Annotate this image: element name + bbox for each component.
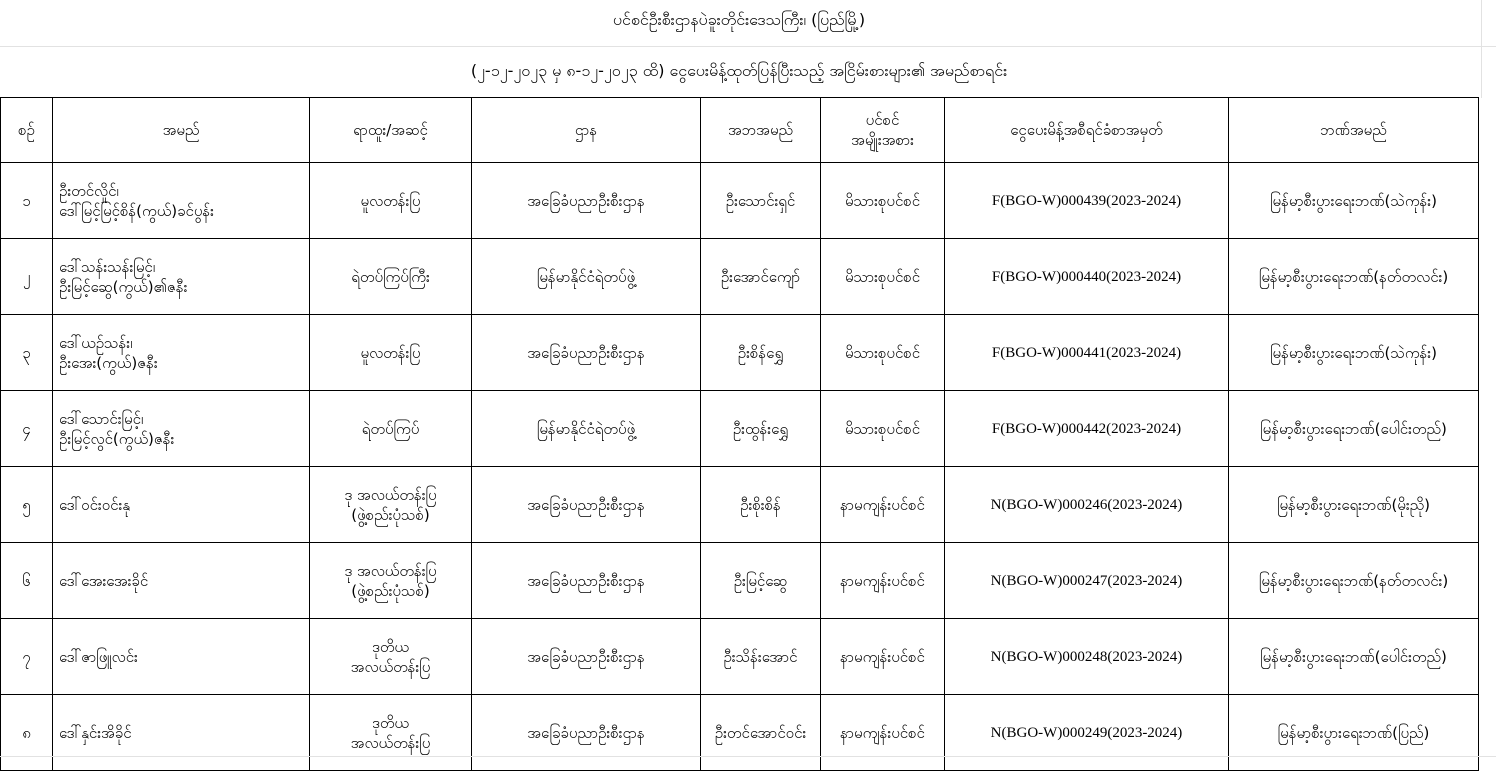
cell-father: ဦးအောင်ကျော် — [701, 239, 821, 315]
document-title: ပင်စင်ဦးစီးဌာနပဲခူးတိုင်းဒေသကြီး၊ (ပြည်မြို့) — [612, 10, 866, 29]
table-row — [1, 239, 1479, 315]
cell-no: ၆ — [1, 543, 53, 619]
cell-rank — [310, 315, 472, 391]
cell-name-line: ဒေါ်သန်းသန်းမြင့်၊ — [59, 257, 156, 276]
cell-rank-line: (ဖွဲ့စည်းပုံသစ်) — [351, 581, 430, 600]
cell-name — [53, 543, 310, 619]
table-row — [1, 315, 1479, 391]
cell-name-line: ဦးအေး(ကွယ်)ဇနီး — [59, 353, 158, 372]
cell-department: အခြေခံပညာဦးစီးဌာန — [472, 163, 701, 239]
cell-pension-type: နာမကျန်းပင်စင် — [821, 619, 945, 695]
cell-name — [53, 391, 310, 467]
cell-department: အခြေခံပညာဦးစီးဌာန — [472, 543, 701, 619]
table-body — [1, 163, 1479, 771]
cell-name — [53, 315, 310, 391]
table-header-row — [1, 98, 1479, 163]
table-row — [1, 619, 1479, 695]
cell-rank — [310, 467, 472, 543]
cell-bank: မြန်မာ့စီးပွားရေးဘဏ်(ပေါင်းတည်) — [1229, 391, 1479, 467]
cell-father: ဦးတင်အောင်ဝင်း — [701, 695, 821, 771]
cell-name-line: ဦးမြင့်လွင်(ကွယ်)ဇနီး — [59, 429, 175, 448]
cell-rank-line: ဒုတိယ — [372, 713, 409, 732]
header-pension-type-line2: အမျိုးအစား — [851, 131, 914, 149]
cell-rank — [310, 163, 472, 239]
cell-rank — [310, 391, 472, 467]
header-order-no: ငွေပေးမိန့်အစီရင်ခံစာအမှတ် — [945, 98, 1229, 163]
cell-no: ၃ — [1, 315, 53, 391]
cell-father: ဦးသောင်းရှင် — [701, 163, 821, 239]
header-father: အဘအမည် — [701, 98, 821, 163]
header-pension-type — [821, 98, 945, 163]
cell-name-line: ဒေါ်ဝင်းဝင်းနု — [59, 495, 131, 514]
cell-father: ဦးမြင့်ဆွေ — [701, 543, 821, 619]
cell-bank: မြန်မာ့စီးပွားရေးဘဏ်(ပေါင်းတည်) — [1229, 619, 1479, 695]
cell-order-no: F(BGO-W)000440(2023-2024) — [945, 239, 1229, 315]
table-row — [1, 163, 1479, 239]
cell-pension-type: နာမကျန်းပင်စင် — [821, 695, 945, 771]
cell-no: ၂ — [1, 239, 53, 315]
cell-rank — [310, 695, 472, 771]
cell-pension-type: နာမကျန်းပင်စင် — [821, 543, 945, 619]
cell-department: မြန်မာနိုင်ငံရဲတပ်ဖွဲ့ — [472, 391, 701, 467]
cell-pension-type: မိသားစုပင်စင် — [821, 163, 945, 239]
cell-name — [53, 467, 310, 543]
cell-rank-line: အလယ်တန်းပြ — [350, 657, 431, 676]
table-row — [1, 695, 1479, 771]
cell-rank-line: (ဖွဲ့စည်းပုံသစ်) — [351, 505, 430, 524]
document-subtitle: (၂-၁၂-၂၀၂၃ မှ ၈-၁၂-၂၀၂၃ ထိ) ငွေပေးမိန့်ထုတ်ပြန်ပြီးသည့် အငြိမ်းစားများ၏ အမည်စာရင်း — [470, 61, 1008, 80]
cell-bank: မြန်မာ့စီးပွားရေးဘဏ်(သဲကုန်း) — [1229, 315, 1479, 391]
cell-order-no: F(BGO-W)000442(2023-2024) — [945, 391, 1229, 467]
cell-order-no: N(BGO-W)000246(2023-2024) — [945, 467, 1229, 543]
cell-rank — [310, 619, 472, 695]
cell-name — [53, 619, 310, 695]
cell-rank-line: ရဲတပ်ကြပ်ကြီး — [351, 267, 430, 286]
cell-rank — [310, 543, 472, 619]
cell-order-no: F(BGO-W)000441(2023-2024) — [945, 315, 1229, 391]
cell-pension-type: မိသားစုပင်စင် — [821, 391, 945, 467]
cell-name-line: ဒေါ်နှင်းအိခိုင် — [59, 723, 132, 742]
cell-department: မြန်မာနိုင်ငံရဲတပ်ဖွဲ့ — [472, 239, 701, 315]
cell-bank: မြန်မာ့စီးပွားရေးဘဏ်(နတ်တလင်း) — [1229, 239, 1479, 315]
gridline — [1481, 0, 1482, 98]
cell-father: ဦးစိုးစိန် — [701, 467, 821, 543]
pensioner-table — [0, 97, 1479, 771]
cell-order-no: N(BGO-W)000249(2023-2024) — [945, 695, 1229, 771]
cell-bank: မြန်မာ့စီးပွားရေးဘဏ်(မိုးညို) — [1229, 467, 1479, 543]
table-row — [1, 467, 1479, 543]
cell-department: အခြေခံပညာဦးစီးဌာန — [472, 315, 701, 391]
cell-no: ၅ — [1, 467, 53, 543]
cell-no: ၈ — [1, 695, 53, 771]
cell-rank-line: ဒု အလယ်တန်းပြ — [344, 561, 437, 580]
cell-rank-line: မူလတန်းပြ — [360, 343, 421, 362]
header-department: ဌာန — [472, 98, 701, 163]
cell-name — [53, 239, 310, 315]
cell-father: ဦးစိန်ရွှေ — [701, 315, 821, 391]
header-bank: ဘဏ်အမည် — [1229, 98, 1479, 163]
cell-department: အခြေခံပညာဦးစီးဌာန — [472, 467, 701, 543]
cell-name — [53, 695, 310, 771]
cell-order-no: N(BGO-W)000248(2023-2024) — [945, 619, 1229, 695]
cell-name-line: ဦးမြင့်ဆွေ(ကွယ်)၏ဇနီး — [59, 277, 188, 296]
cell-order-no: F(BGO-W)000439(2023-2024) — [945, 163, 1229, 239]
cell-department: အခြေခံပညာဦးစီးဌာန — [472, 695, 701, 771]
cell-father: ဦးထွန်းရွှေ — [701, 391, 821, 467]
cell-bank: မြန်မာ့စီးပွားရေးဘဏ်(ပြည်) — [1229, 695, 1479, 771]
table-row — [1, 543, 1479, 619]
cell-order-no: N(BGO-W)000247(2023-2024) — [945, 543, 1229, 619]
cell-name-line: ဒေါ်အေးအေးခိုင် — [59, 571, 149, 590]
table-row — [1, 391, 1479, 467]
cell-name-line: ဒေါ်သောင်းမြင့်၊ — [59, 409, 144, 428]
header-rank: ရာထူး/အဆင့် — [310, 98, 472, 163]
cell-name — [53, 163, 310, 239]
cell-father: ဦးသိန်းအောင် — [701, 619, 821, 695]
cell-no: ၇ — [1, 619, 53, 695]
cell-rank-line: ဒု အလယ်တန်းပြ — [344, 485, 437, 504]
cell-rank-line: အလယ်တန်းပြ — [350, 733, 431, 752]
cell-bank: မြန်မာ့စီးပွားရေးဘဏ်(နတ်တလင်း) — [1229, 543, 1479, 619]
cell-name-line: ဦးတင်လှိုင်၊ — [59, 181, 119, 200]
cell-name-line: ဒေါ်ဇာဖြူလင်း — [59, 647, 138, 666]
gridline — [0, 756, 1496, 757]
header-name: အမည် — [53, 98, 310, 163]
header-pension-type-line1: ပင်စင် — [865, 111, 900, 129]
header-no: စဉ် — [1, 98, 53, 163]
cell-rank-line: ဒုတိယ — [372, 637, 409, 656]
cell-bank: မြန်မာ့စီးပွားရေးဘဏ်(သဲကုန်း) — [1229, 163, 1479, 239]
cell-pension-type: နာမကျန်းပင်စင် — [821, 467, 945, 543]
cell-pension-type: မိသားစုပင်စင် — [821, 239, 945, 315]
cell-no: ၁ — [1, 163, 53, 239]
cell-rank-line: ရဲတပ်ကြပ် — [361, 419, 420, 438]
gridline — [0, 46, 1496, 47]
cell-name-line: ဒေါ်ယဉ်သန်း၊ — [59, 333, 133, 352]
cell-rank-line: မူလတန်းပြ — [360, 191, 421, 210]
cell-name-line: ဒေါ်မြင့်မြင့်စိန်(ကွယ်)ခင်ပွန်း — [59, 201, 214, 220]
cell-pension-type: မိသားစုပင်စင် — [821, 315, 945, 391]
cell-no: ၄ — [1, 391, 53, 467]
cell-rank — [310, 239, 472, 315]
cell-department: အခြေခံပညာဦးစီးဌာန — [472, 619, 701, 695]
